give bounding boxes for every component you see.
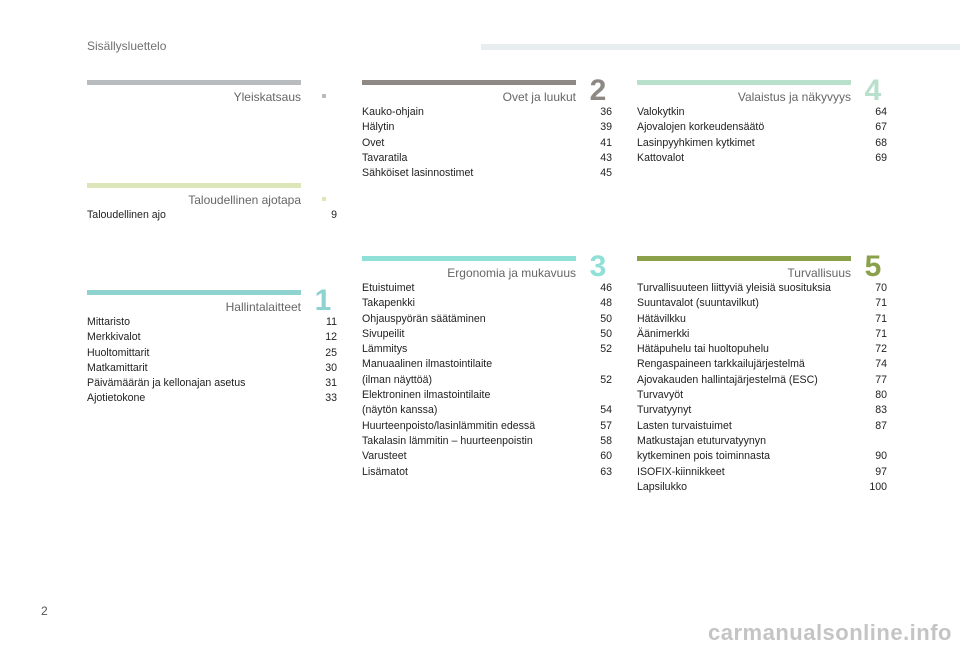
section-bar bbox=[637, 80, 851, 85]
toc-entry[interactable] bbox=[637, 296, 887, 311]
section-3 bbox=[362, 250, 612, 480]
toc-entry[interactable] bbox=[637, 357, 887, 372]
toc-entry-label: Hätäpuhelu tai huoltopuhelu bbox=[637, 343, 769, 356]
toc-entry[interactable] bbox=[87, 330, 337, 345]
section-title[interactable]: Valaistus ja näkyvyys bbox=[737, 90, 851, 104]
toc-entry[interactable] bbox=[637, 373, 887, 388]
toc-entry-page: 25 bbox=[325, 346, 337, 359]
toc-entry[interactable] bbox=[362, 281, 612, 296]
toc-entry[interactable] bbox=[637, 281, 887, 296]
toc-entry[interactable] bbox=[362, 151, 612, 166]
toc-entry-page: 52 bbox=[600, 373, 612, 386]
toc-entry-page: 60 bbox=[600, 450, 612, 463]
toc-entry-page: 46 bbox=[600, 282, 612, 294]
toc-entry-label: Ohjauspyörän säätäminen bbox=[362, 312, 486, 325]
section-overview bbox=[87, 80, 337, 105]
toc-entry[interactable] bbox=[362, 312, 612, 327]
section-4 bbox=[637, 74, 887, 166]
toc-entry[interactable] bbox=[637, 434, 887, 465]
toc-entry[interactable] bbox=[362, 296, 612, 311]
toc-entry-page: 83 bbox=[875, 404, 887, 417]
section-items bbox=[87, 208, 337, 223]
toc-entry-label: Matkamittarit bbox=[87, 361, 148, 374]
toc-entry-label: Kauko-ohjain bbox=[362, 106, 424, 118]
toc-entry-label: Kattovalot bbox=[637, 151, 685, 164]
toc-entry-page: 33 bbox=[325, 392, 337, 405]
toc-entry-page: 63 bbox=[600, 465, 612, 478]
toc-entry[interactable] bbox=[362, 388, 612, 419]
section-marker bbox=[322, 197, 326, 201]
toc-entry-label: Ajovakauden hallintajärjestelmä (ESC) bbox=[637, 373, 818, 386]
section-number: 3 bbox=[589, 250, 607, 283]
section-bar bbox=[637, 256, 851, 261]
toc-entry-label: Varusteet bbox=[362, 450, 407, 463]
toc-entry-page: 71 bbox=[875, 327, 887, 340]
section-title[interactable]: Turvallisuus bbox=[787, 266, 851, 280]
toc-entry-label: Ajotietokone bbox=[87, 392, 146, 405]
toc-entry-label: Manuaalinen ilmastointilaite (ilman näyttöä) bbox=[362, 358, 493, 386]
toc-entry[interactable] bbox=[87, 361, 337, 376]
toc-entry-label: Lasinpyyhkimen kytkimet bbox=[637, 136, 755, 149]
toc-entry-label: Ajovalojen korkeudensäätö bbox=[637, 121, 765, 134]
toc-entry-page: 90 bbox=[875, 450, 887, 463]
toc-entry-label: Sähköiset lasinnostimet bbox=[362, 167, 474, 180]
toc-entry-page: 45 bbox=[600, 167, 612, 180]
section-bar bbox=[87, 80, 301, 85]
toc-entry-label: Huoltomittarit bbox=[87, 346, 150, 359]
toc-entry-label: Takapenkki bbox=[362, 297, 415, 310]
toc-entry-page: 77 bbox=[875, 373, 887, 386]
toc-entry[interactable] bbox=[362, 342, 612, 357]
toc-entry-page: 74 bbox=[875, 358, 887, 371]
toc-entry-page: 58 bbox=[600, 434, 612, 447]
toc-entry[interactable] bbox=[637, 136, 887, 151]
toc-entry-page: 50 bbox=[600, 327, 612, 340]
toc-entry-label: Etuistuimet bbox=[362, 282, 415, 294]
section-bar bbox=[362, 256, 576, 261]
section-2 bbox=[362, 74, 612, 181]
toc-entry[interactable] bbox=[637, 105, 887, 120]
toc-entry[interactable] bbox=[362, 419, 612, 434]
toc-entry-label: Hätävilkku bbox=[637, 312, 686, 325]
toc-entry-page: 69 bbox=[875, 151, 887, 164]
toc-entry-page: 31 bbox=[325, 377, 337, 390]
toc-entry-page: 64 bbox=[875, 106, 887, 118]
section-5 bbox=[637, 250, 887, 495]
toc-entry[interactable] bbox=[362, 465, 612, 480]
toc-entry-page: 9 bbox=[331, 209, 337, 221]
toc-entry-label: Päivämäärän ja kellonajan asetus bbox=[87, 377, 246, 390]
toc-entry-label: Sivupeilit bbox=[362, 327, 405, 340]
toc-entry-page: 100 bbox=[869, 480, 887, 493]
toc-entry-label: Taloudellinen ajo bbox=[87, 209, 166, 221]
toc-entry-page: 11 bbox=[326, 316, 337, 328]
toc-entry-page: 57 bbox=[600, 419, 612, 432]
toc-entry-label: Tavaratila bbox=[362, 151, 408, 164]
toc-entry-label: Merkkivalot bbox=[87, 331, 141, 344]
toc-entry[interactable] bbox=[637, 120, 887, 135]
toc-entry-label: Mittaristo bbox=[87, 316, 130, 328]
toc-entry-label: Takalasin lämmitin – huurteenpoistin bbox=[362, 434, 533, 447]
section-items bbox=[637, 281, 887, 495]
section-title[interactable]: Ergonomia ja mukavuus bbox=[447, 266, 576, 280]
section-bar bbox=[87, 290, 301, 295]
section-items bbox=[637, 105, 887, 166]
toc-entry[interactable] bbox=[637, 419, 887, 434]
section-items bbox=[362, 105, 612, 181]
section-marker bbox=[322, 94, 326, 98]
section-bar bbox=[87, 183, 301, 188]
section-number: 4 bbox=[864, 74, 882, 107]
toc-entry-page: 12 bbox=[325, 331, 337, 344]
section-title[interactable]: Yleiskatsaus bbox=[233, 90, 301, 104]
section-title[interactable]: Hallintalaitteet bbox=[225, 300, 301, 314]
toc-entry-page: 71 bbox=[875, 297, 887, 310]
toc-entry-page: 68 bbox=[875, 136, 887, 149]
toc-entry-page: 41 bbox=[600, 136, 612, 149]
section-title[interactable]: Ovet ja luukut bbox=[502, 90, 576, 104]
toc-entry-page: 30 bbox=[325, 361, 337, 374]
toc-entry-page: 67 bbox=[875, 121, 887, 134]
section-items bbox=[87, 315, 337, 407]
section-title[interactable]: Taloudellinen ajotapa bbox=[188, 193, 301, 207]
toc-entry[interactable] bbox=[362, 357, 612, 388]
toc-entry-label: Ovet bbox=[362, 136, 385, 149]
toc-entry[interactable] bbox=[637, 388, 887, 403]
toc-entry-label: Suuntavalot (suuntavilkut) bbox=[637, 297, 759, 310]
toc-entry[interactable] bbox=[362, 434, 612, 449]
toc-entry-label: Elektroninen ilmastointilaite (näytön kanssa) bbox=[362, 389, 491, 417]
toc-entry-label: Äänimerkki bbox=[637, 327, 690, 340]
page-number: 2 bbox=[41, 604, 48, 618]
toc-entry[interactable] bbox=[87, 315, 337, 330]
toc-entry-page: 72 bbox=[875, 343, 887, 356]
toc-entry[interactable] bbox=[362, 120, 612, 135]
toc-entry[interactable] bbox=[362, 327, 612, 342]
toc-entry-label: Lisämatot bbox=[362, 465, 408, 478]
toc-entry[interactable] bbox=[87, 208, 337, 223]
toc-entry-label: Turvavyöt bbox=[637, 389, 684, 402]
toc-entry[interactable] bbox=[637, 327, 887, 342]
header-bar bbox=[481, 44, 960, 50]
toc-entry-page: 52 bbox=[600, 343, 612, 356]
toc-entry-label: Valokytkin bbox=[637, 106, 685, 118]
toc-entry[interactable] bbox=[637, 312, 887, 327]
toc-entry[interactable] bbox=[637, 151, 887, 166]
toc-entry[interactable] bbox=[362, 136, 612, 151]
section-items bbox=[362, 281, 612, 480]
toc-entry-label: ISOFIX-kiinnikkeet bbox=[637, 465, 725, 478]
toc-entry-label: Huurteenpoisto/lasinlämmitin edessä bbox=[362, 419, 536, 432]
toc-entry-label: Lasten turvaistuimet bbox=[637, 419, 732, 432]
toc-entry-label: Turvatyynyt bbox=[637, 404, 692, 417]
toc-entry-page: 48 bbox=[600, 297, 612, 310]
toc-entry[interactable] bbox=[87, 391, 337, 406]
toc-entry-label: Turvallisuuteen liittyviä yleisiä suosituksia bbox=[637, 282, 831, 294]
watermark: carmanualsonline.info bbox=[708, 620, 952, 645]
toc-entry[interactable] bbox=[87, 346, 337, 361]
section-eco bbox=[87, 183, 337, 223]
toc-entry-page: 36 bbox=[600, 106, 612, 118]
toc-entry-label: Lapsilukko bbox=[637, 480, 688, 493]
toc-entry-page: 80 bbox=[875, 389, 887, 402]
toc-entry[interactable] bbox=[87, 376, 337, 391]
toc-entry-page: 43 bbox=[600, 151, 612, 164]
section-number: 5 bbox=[864, 250, 882, 283]
toc-entry[interactable] bbox=[637, 342, 887, 357]
section-bar bbox=[362, 80, 576, 85]
section-1 bbox=[87, 284, 337, 407]
section-number: 2 bbox=[589, 74, 607, 107]
page-header-title: Sisällysluettelo bbox=[87, 39, 167, 53]
toc-entry-label: Hälytin bbox=[362, 121, 395, 134]
toc-entry[interactable] bbox=[637, 465, 887, 480]
toc-entry-label: Matkustajan etuturvatyynyn kytkeminen pois toiminnasta bbox=[637, 434, 771, 463]
toc-entry[interactable] bbox=[637, 480, 887, 495]
toc-entry[interactable] bbox=[362, 449, 612, 464]
toc-entry-label: Rengaspaineen tarkkailujärjestelmä bbox=[637, 358, 805, 371]
toc-entry-page: 97 bbox=[875, 465, 887, 478]
toc-entry[interactable] bbox=[362, 166, 612, 181]
toc-entry-page: 39 bbox=[600, 121, 612, 134]
toc-entry[interactable] bbox=[637, 403, 887, 418]
toc-entry-page: 70 bbox=[875, 282, 887, 294]
toc-entry[interactable] bbox=[362, 105, 612, 120]
toc-entry-page: 71 bbox=[875, 312, 887, 325]
toc-entry-page: 54 bbox=[600, 404, 612, 417]
toc-entry-page: 87 bbox=[875, 419, 887, 432]
toc-entry-page: 50 bbox=[600, 312, 612, 325]
toc-entry-label: Lämmitys bbox=[362, 343, 408, 356]
section-number: 1 bbox=[314, 284, 332, 317]
